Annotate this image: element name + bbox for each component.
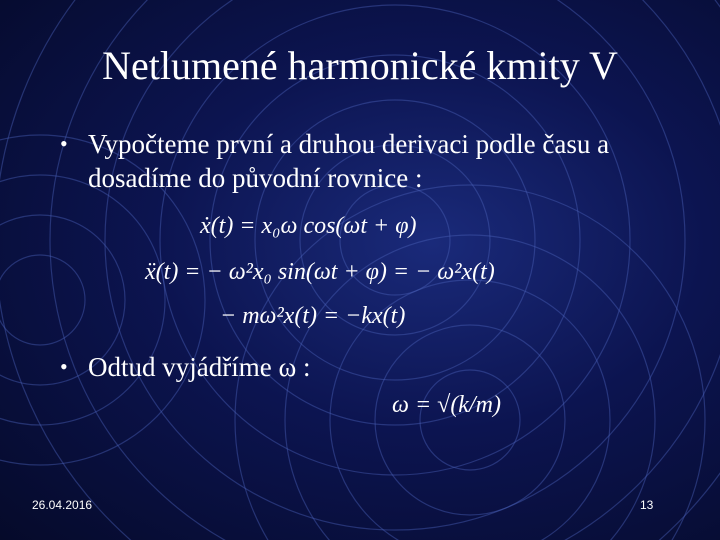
page-number: 13 (640, 498, 654, 512)
slide-title: Netlumené harmonické kmity V (102, 43, 618, 88)
equation-omega: ω = √(k/m) (392, 392, 501, 418)
equation-second-derivative: ẍ(t) = − ω²x₀ sin(ωt + φ) = − ω²x(t) (145, 259, 495, 285)
footer-date: 26.04.2016 (32, 498, 93, 512)
bullet-dot-icon: • (60, 131, 68, 156)
bullet-dot-icon: • (60, 354, 68, 379)
equation-substitution: − mω²x(t) = −kx(t) (220, 303, 406, 329)
bullet-text: Odtud vyjádříme ω : (88, 352, 311, 382)
bullet-text: Vypočteme první a druhou derivaci podle času a dosadíme do původní rovnice : (88, 129, 610, 193)
equation-first-derivative: ẋ(t) = x₀ω cos(ωt + φ) (200, 213, 417, 239)
